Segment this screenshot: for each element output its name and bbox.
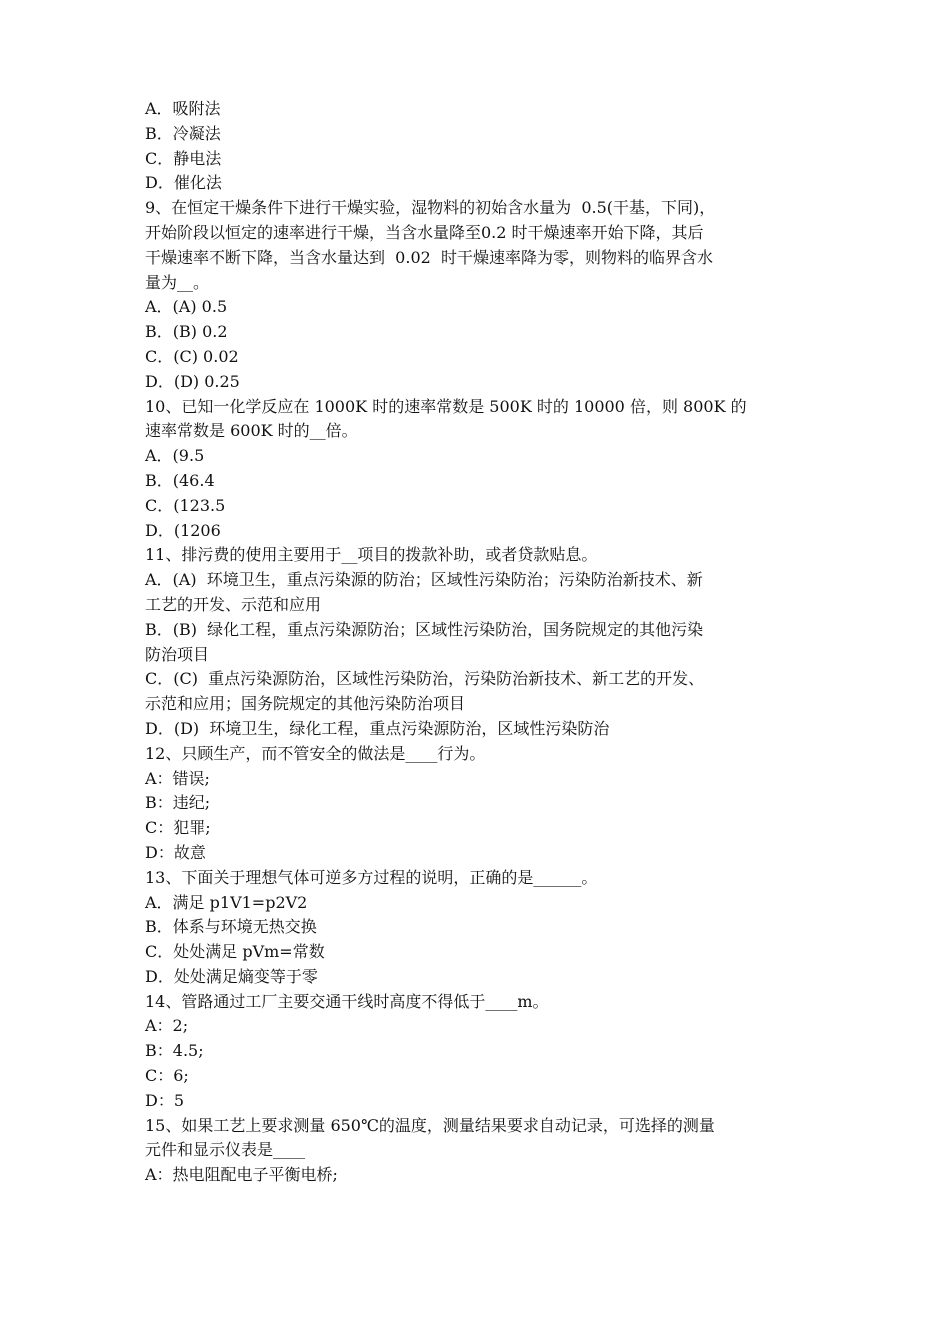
question-line: 12、只顾生产，而不管安全的做法是____行为。 bbox=[145, 743, 486, 763]
option-line: A．(9.5 bbox=[145, 446, 205, 466]
option-line: D：5 bbox=[145, 1090, 185, 1110]
option-line: B：违纪; bbox=[145, 793, 211, 813]
option-line: B．(B) 0.2 bbox=[145, 322, 228, 342]
option-line: C．处处满足 pVm=常数 bbox=[145, 942, 325, 962]
option-line: B：4.5; bbox=[145, 1041, 204, 1061]
option-line: 防治项目 bbox=[145, 644, 210, 664]
option-line: A：错误; bbox=[145, 768, 210, 788]
question-line: 11、排污费的使用主要用于__项目的拨款补助，或者贷款贴息。 bbox=[145, 545, 598, 565]
question-line: 13、下面关于理想气体可逆多方过程的说明，正确的是______。 bbox=[145, 867, 598, 887]
question-line: 10、已知一化学反应在 1000K 时的速率常数是 500K 时的 10000 倍，则 800K 的 bbox=[145, 396, 747, 416]
option-line: B．(B) 绿化工程，重点污染源防治；区域性污染防治，国务院规定的其他污染 bbox=[145, 619, 704, 639]
question-line: 元件和显示仪表是____ bbox=[145, 1140, 306, 1160]
option-line: C．静电法 bbox=[145, 148, 222, 168]
question-line: 9、在恒定干燥条件下进行干燥实验，湿物料的初始含水量为 0.5(干基，下同)， bbox=[145, 198, 716, 218]
option-line: C．(C) 重点污染源防治，区域性污染防治，污染防治新技术、新工艺的开发、 bbox=[145, 669, 705, 689]
option-line: A．满足 p1V1=p2V2 bbox=[145, 892, 308, 912]
question-line: 干燥速率不断下降，当含水量达到 0.02 时干燥速率降为零，则物料的临界含水 bbox=[145, 247, 713, 267]
option-line: 工艺的开发、示范和应用 bbox=[145, 594, 322, 614]
question-line: 速率常数是 600K 时的__倍。 bbox=[145, 421, 358, 441]
option-line: D．(1206 bbox=[145, 520, 221, 540]
option-line: 示范和应用；国务院规定的其他污染防治项目 bbox=[145, 694, 466, 714]
option-line: D．处处满足熵变等于零 bbox=[145, 966, 318, 986]
option-line: A：热电阻配电子平衡电桥; bbox=[145, 1165, 338, 1185]
option-line: A．(A) 0.5 bbox=[145, 297, 228, 317]
option-line: A：2; bbox=[145, 1016, 189, 1036]
option-line: C．(C) 0.02 bbox=[145, 346, 239, 366]
question-line: 14、管路通过工厂主要交通干线时高度不得低于____m。 bbox=[145, 991, 549, 1011]
option-line: D．催化法 bbox=[145, 173, 222, 193]
question-line: 量为__。 bbox=[145, 272, 210, 292]
option-line: B．(46.4 bbox=[145, 470, 215, 490]
question-line: 15、如果工艺上要求测量 650℃的温度，测量结果要求自动记录，可选择的测量 bbox=[145, 1115, 715, 1135]
option-line: C．(123.5 bbox=[145, 495, 226, 515]
question-line: 开始阶段以恒定的速率进行干燥，当含水量降至0.2 时干燥速率开始下降，其后 bbox=[145, 222, 704, 242]
option-line: B．冷凝法 bbox=[145, 123, 221, 143]
option-line: A．(A) 环境卫生，重点污染源的防治；区域性污染防治；污染防治新技术、新 bbox=[145, 570, 703, 590]
document-page bbox=[145, 97, 815, 1188]
option-line: D．(D) 环境卫生，绿化工程，重点污染源防治，区域性污染防治 bbox=[145, 718, 610, 738]
option-line: C：6; bbox=[145, 1066, 189, 1086]
option-line: A．吸附法 bbox=[145, 99, 221, 118]
option-line: C：犯罪; bbox=[145, 818, 211, 838]
option-line: B．体系与环境无热交换 bbox=[145, 917, 317, 937]
option-line: D．(D) 0.25 bbox=[145, 371, 240, 391]
option-line: D：故意 bbox=[145, 842, 206, 862]
